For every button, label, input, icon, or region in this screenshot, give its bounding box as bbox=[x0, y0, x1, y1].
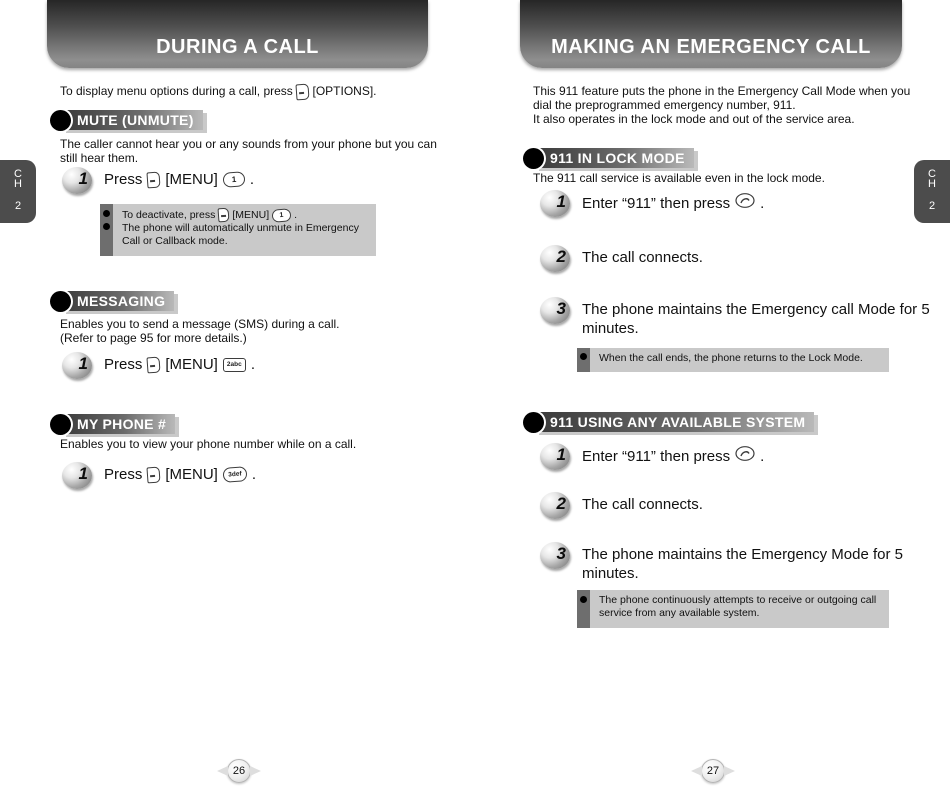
mute-description: The caller cannot hear you or any sounds from your phone but you can still hear them. bbox=[60, 137, 437, 165]
section-title: MY PHONE # bbox=[62, 414, 175, 434]
right-intro bbox=[533, 84, 911, 126]
right-intro-para-1: This 911 feature puts the phone in the Emergency Call Mode when you dial the preprogrammed emergency number, 911. bbox=[533, 84, 911, 112]
banner-right-label: MAKING AN EMERGENCY CALL bbox=[551, 36, 871, 58]
note-stripe bbox=[577, 348, 590, 372]
chapter-tab-letter-c: C bbox=[14, 168, 22, 180]
bullet-circle-icon bbox=[50, 291, 71, 312]
lock-step-3 bbox=[540, 297, 930, 338]
lock-note-box bbox=[577, 348, 889, 372]
left-intro bbox=[60, 84, 450, 100]
key-1-icon: 1 bbox=[272, 208, 292, 222]
section-title: 911 IN LOCK MODE bbox=[535, 148, 694, 168]
send-key-icon bbox=[735, 193, 755, 213]
soft-key-icon bbox=[218, 208, 230, 223]
chapter-tab-number: 2 bbox=[14, 200, 22, 212]
note-bullet-icon bbox=[103, 210, 110, 217]
step-number-ball: 1 bbox=[62, 167, 92, 194]
step-text: The phone maintains the Emergency call Mode for 5 minutes. bbox=[582, 301, 930, 337]
chapter-tab-right bbox=[914, 160, 950, 223]
step-number-ball: 1 bbox=[540, 190, 570, 217]
step-text: Press [MENU] 3def . bbox=[104, 466, 257, 483]
chapter-tab-number: 2 bbox=[928, 200, 936, 212]
step-number-ball: 3 bbox=[540, 297, 570, 324]
step-text: Press [MENU] 2abc . bbox=[104, 356, 256, 373]
step-number-ball: 1 bbox=[62, 352, 92, 379]
menu-key-label: [MENU] bbox=[165, 171, 218, 188]
note-bullet-icon bbox=[103, 223, 110, 230]
step-number-ball: 1 bbox=[540, 443, 570, 470]
step-text: Enter “911” then press . bbox=[582, 447, 765, 465]
step-number-ball: 3 bbox=[540, 542, 570, 569]
messaging-description: Enables you to send a message (SMS) during a call. (Refer to page 95 for more details.) bbox=[60, 317, 340, 345]
section-header-messaging bbox=[50, 290, 174, 312]
step-text-post: . bbox=[249, 171, 255, 188]
step-text: Enter “911” then press . bbox=[582, 194, 765, 212]
chapter-tab-letter-h: H bbox=[928, 178, 936, 190]
my-phone-step-1 bbox=[62, 462, 256, 489]
soft-key-icon bbox=[147, 466, 161, 483]
note-stripe bbox=[577, 590, 590, 628]
step-text-pre: Press bbox=[104, 171, 143, 188]
soft-key-icon bbox=[147, 171, 161, 188]
menu-key-label: [MENU] bbox=[165, 356, 218, 373]
left-intro-text: To display menu options during a call, press bbox=[60, 84, 293, 99]
send-key-icon bbox=[735, 446, 755, 466]
lock-step-1 bbox=[540, 190, 764, 217]
any-system-step-3 bbox=[540, 542, 912, 583]
section-header-mute bbox=[50, 109, 203, 131]
step-text: The phone maintains the Emergency Mode for 5 minutes. bbox=[582, 546, 904, 582]
bullet-circle-icon bbox=[523, 412, 544, 433]
section-title: MESSAGING bbox=[62, 291, 174, 311]
menu-key-label: [MENU] bbox=[165, 466, 218, 483]
page-number-right: 27 bbox=[701, 759, 725, 783]
options-key-label: [OPTIONS]. bbox=[312, 84, 377, 99]
note-line-2: The phone will automatically unmute in Emergency Call or Callback mode. bbox=[122, 222, 359, 247]
soft-key-icon bbox=[296, 84, 310, 101]
section-header-911-lock-mode bbox=[523, 147, 694, 169]
step-text: The call connects. bbox=[582, 249, 703, 266]
note-stripe bbox=[100, 204, 113, 256]
banner-left-label: DURING A CALL bbox=[156, 36, 319, 58]
bullet-circle-icon bbox=[523, 148, 544, 169]
my-phone-description: Enables you to view your phone number while on a call. bbox=[60, 437, 357, 451]
any-system-note-box bbox=[577, 590, 889, 628]
mute-step-1 bbox=[62, 167, 254, 194]
key-2abc-icon: 2abc bbox=[223, 358, 246, 372]
key-3def-icon: 3def bbox=[222, 466, 247, 483]
note-bullet-icon bbox=[580, 353, 587, 360]
page-title-making-emergency-call bbox=[520, 0, 902, 68]
section-title: 911 USING ANY AVAILABLE SYSTEM bbox=[535, 412, 814, 432]
step-number-ball: 2 bbox=[540, 245, 570, 272]
bullet-circle-icon bbox=[50, 414, 71, 435]
note-line-1: To deactivate, press [MENU] 1 . bbox=[122, 208, 298, 221]
step-text bbox=[104, 167, 254, 189]
note-content bbox=[113, 204, 376, 256]
chapter-tab-letter-c: C bbox=[928, 168, 936, 180]
page-title-during-a-call bbox=[47, 0, 428, 68]
step-text: The call connects. bbox=[582, 496, 703, 513]
section-header-my-phone bbox=[50, 413, 175, 435]
soft-key-icon bbox=[147, 356, 161, 373]
note-content: When the call ends, the phone returns to the Lock Mode. bbox=[599, 352, 863, 364]
page-number-left: 26 bbox=[227, 759, 251, 783]
messaging-step-1 bbox=[62, 352, 255, 379]
lock-description: The 911 call service is available even in the lock mode. bbox=[533, 171, 825, 185]
right-intro-para-2: It also operates in the lock mode and out of the service area. bbox=[533, 112, 855, 126]
any-system-step-2 bbox=[540, 492, 703, 519]
section-title: MUTE (UNMUTE) bbox=[62, 110, 203, 130]
any-system-step-1 bbox=[540, 443, 764, 470]
chapter-tab-letter-h: H bbox=[14, 178, 22, 190]
step-number-ball: 1 bbox=[62, 462, 92, 489]
bullet-circle-icon bbox=[50, 110, 71, 131]
note-content: The phone continuously attempts to receive or outgoing call service from any available system. bbox=[599, 594, 877, 619]
note-bullet-icon bbox=[580, 596, 587, 603]
step-number-ball: 2 bbox=[540, 492, 570, 519]
lock-step-2 bbox=[540, 245, 703, 272]
mute-note-box bbox=[100, 204, 376, 256]
section-header-911-any-system bbox=[523, 411, 814, 433]
key-1-icon: 1 bbox=[222, 171, 245, 187]
chapter-tab-left bbox=[0, 160, 36, 223]
